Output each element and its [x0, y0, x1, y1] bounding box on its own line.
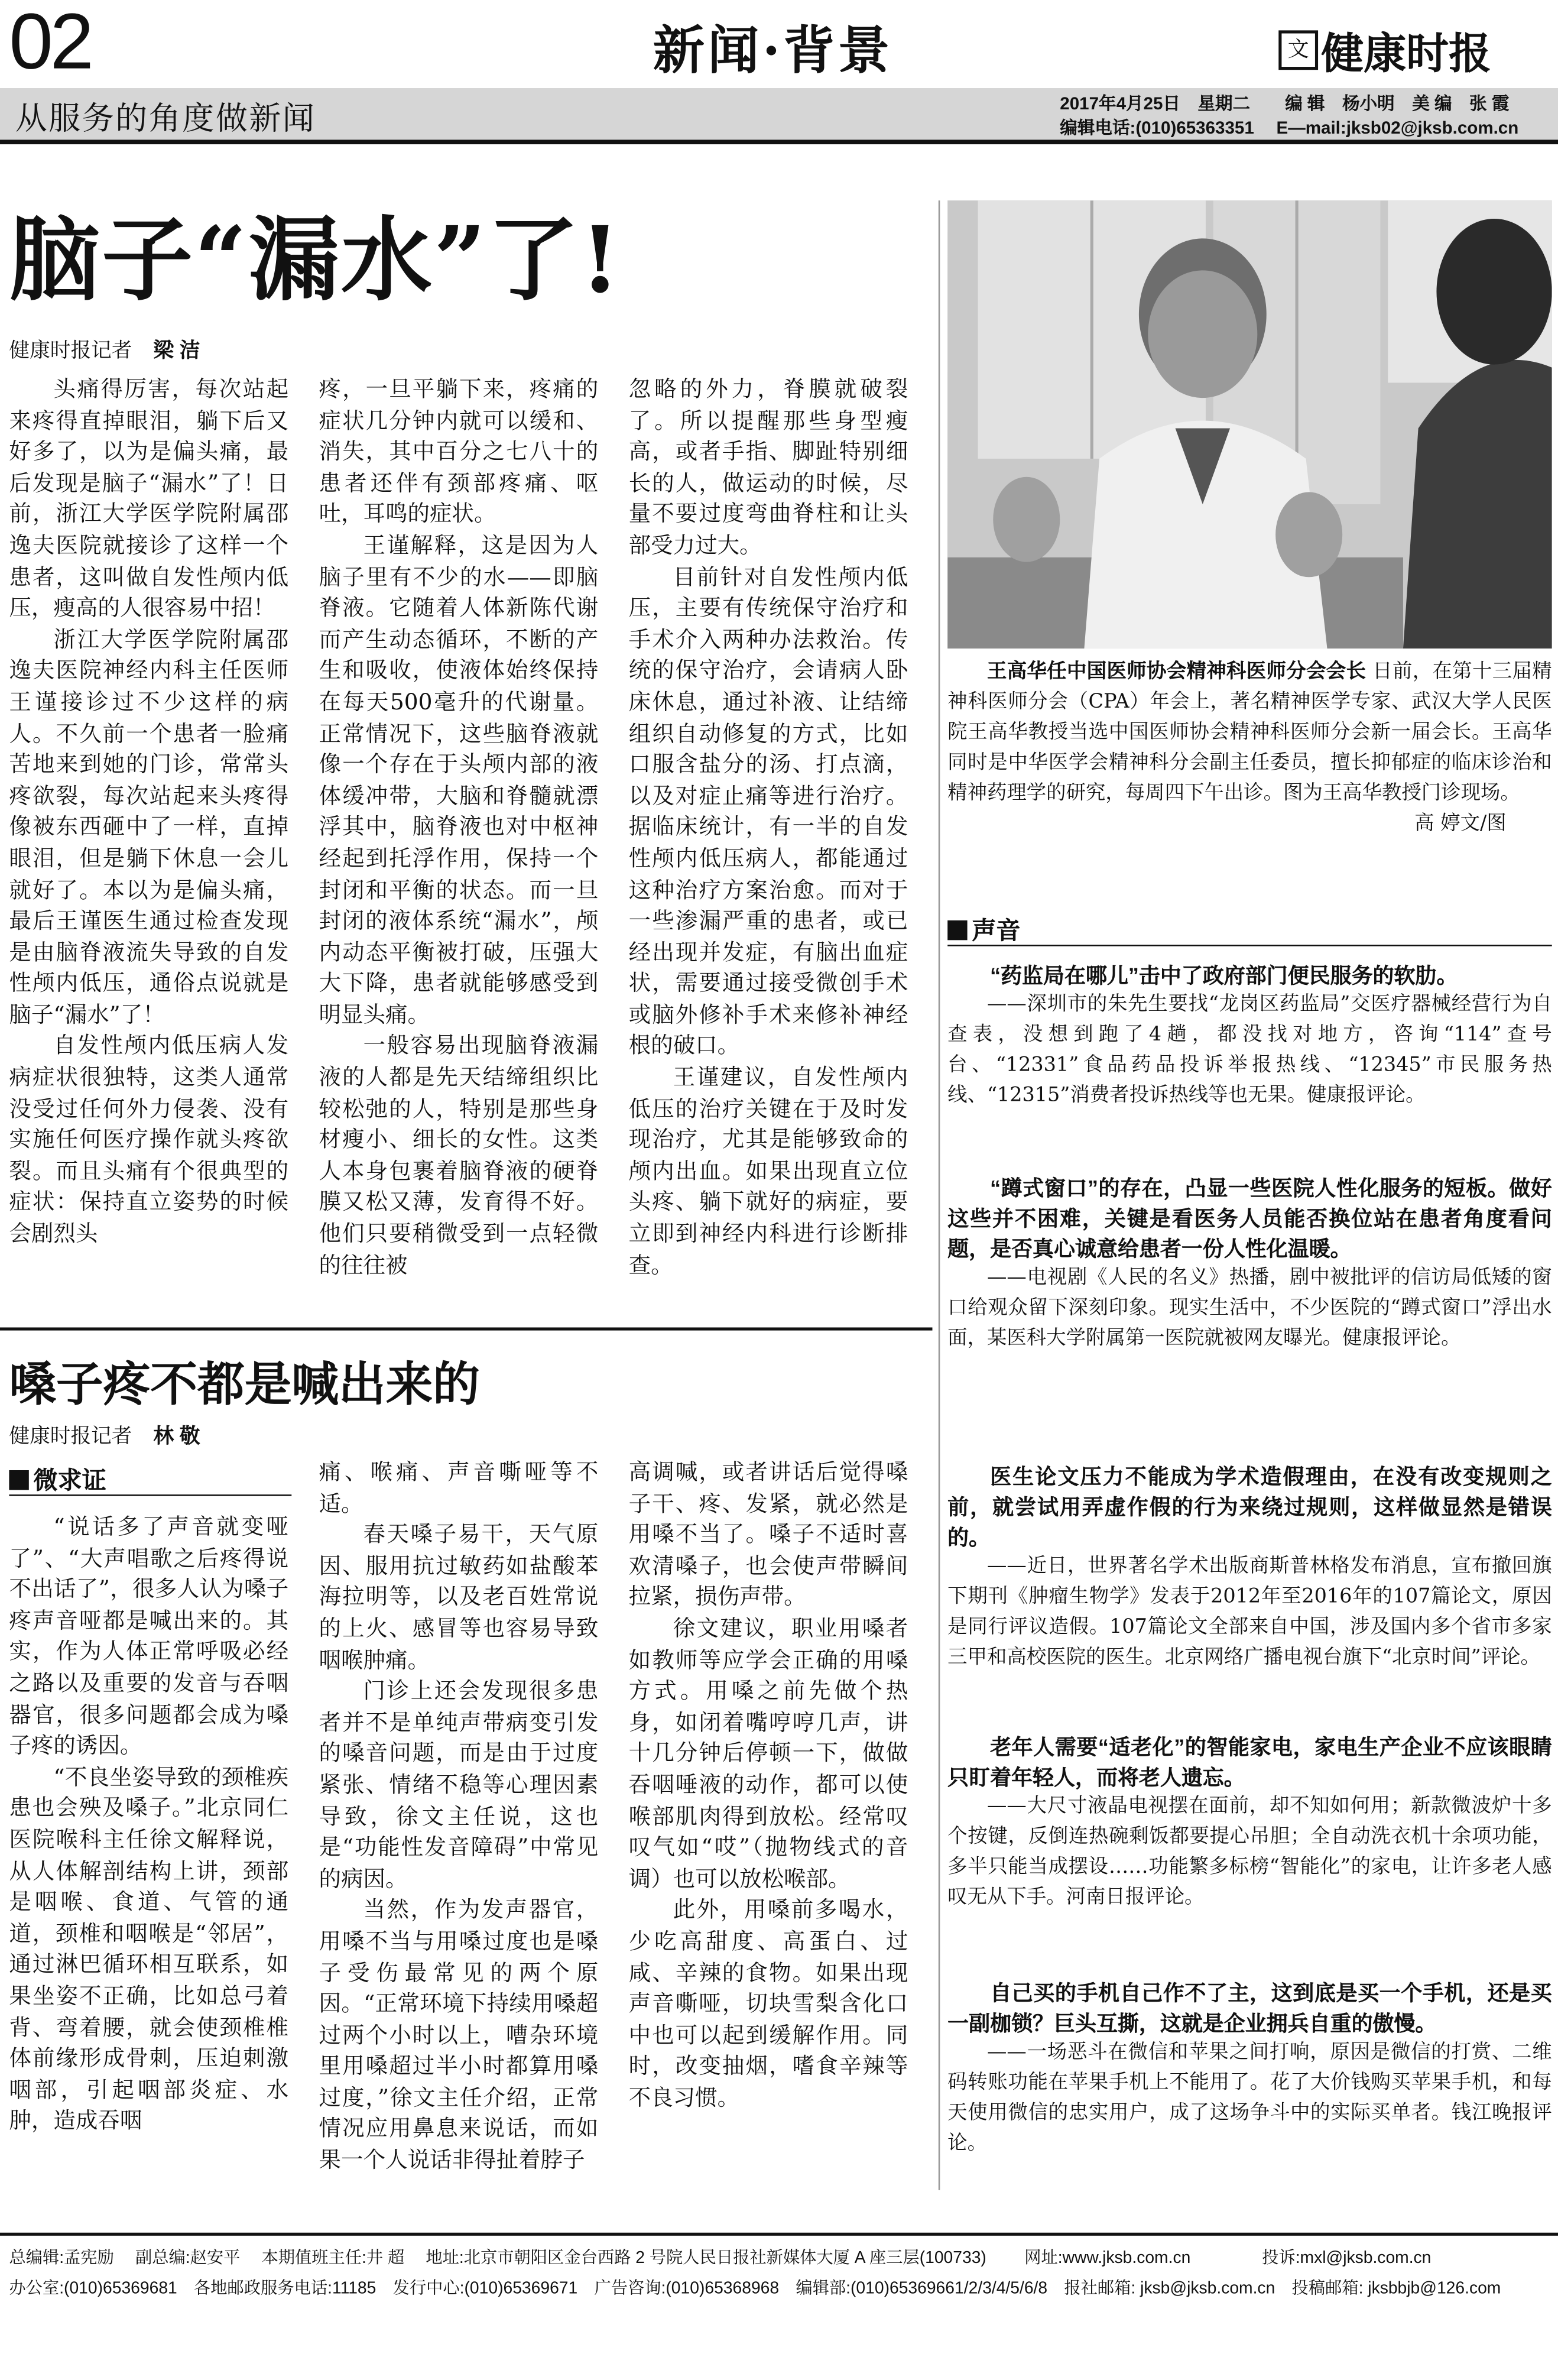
square-bullet-icon [947, 920, 967, 940]
article-title: 脑子“漏水”了! [9, 207, 622, 314]
paragraph: “说话多了声音就变哑了”、“大声唱歌之后疼得说不出话了”，很多人认为嗓子疼声音哑都是喊出来的。其实，作为人体正常呼吸必经之路以及重要的发音与吞咽器官，很多问题都会成为嗓子疼的诱因。 [9, 1514, 289, 1759]
voice-item [947, 960, 1552, 1112]
byline-name: 梁 洁 [153, 338, 200, 362]
contact-line: 编辑电话:(010)65363351 E—mail:jksb02@jksb.com.cn [1060, 119, 1519, 138]
subhead-label: 微求证 [33, 1468, 106, 1495]
caption-lead: 王高华任中国医师协会精神科医师分会会长 [986, 659, 1367, 682]
photo-caption [947, 656, 1552, 840]
voice-body: ——近日，世界著名学术出版商斯普林格发布消息，宣布撤回旗下期刊《肿瘤生物学》发表于2012年至2016年的107篇论文，原因是同行评议造假。107篇论文全部来自中国，涉及国内多个省市多家三甲和高校医院的医生。北京网络广播电视台旗下“北京时间”评论。 [947, 1555, 1552, 1669]
caption-body: 日前，在第十三届精神科医师分会（CPA）年会上，著名精神医学专家、武汉大学人民医院王高华教授当选中国医师协会精神科医师分会新一届会长。王高华同时是中华医学会精神科分会副主任委员，擅长抑郁症的临床诊治和精神药理学的研究，每周四下午出诊。图为王高华教授门诊现场。 [947, 660, 1552, 805]
article-column [319, 1458, 599, 2177]
article-column [9, 375, 288, 1251]
voice-item [947, 1172, 1552, 1354]
page-number: 02 [9, 0, 91, 87]
paragraph: 痛、喉痛、声音嘶哑等不适。 [319, 1460, 599, 1517]
paragraph: 门诊上还会发现很多患者并不是单纯声带病变引发的嗓音问题，而是由于过度紧张、情绪不稳等心理因素导致，徐文主任说，这也是“功能性发音障碍”中常见的病因。 [319, 1678, 599, 1892]
voice-body: ——深圳市的朱先生要找“龙岗区药监局”交医疗器械经营行为自查表，没想到跑了4趟，都没找对地方，咨询“114”查号台、“12331”食品药品投诉举报热线、“12345”市民服务热线、“12315”消费者投诉热线等也无果。健康报评论。 [947, 993, 1552, 1107]
article2-title: 嗓子疼不都是喊出来的 [9, 1357, 480, 1413]
voice-body: ——电视剧《人民的名义》热播，剧中被批评的信访局低矮的窗口给观众留下深刻印象。现实生活中，不少医院的“蹲式窗口”浮出水面，某医科大学附属第一医院就被网友曝光。健康报评论。 [947, 1266, 1552, 1351]
article-column [629, 1458, 908, 2115]
footer-rule [0, 2233, 1558, 2236]
voice-body: ——一场恶斗在微信和苹果之间打响，原因是微信的打赏、二维码转账功能在苹果手机上不能用了。花了大价钱购买苹果手机，和每天使用微信的忠实用户，成了这场争斗中的实际买单者。钱江晚报评论。 [947, 2041, 1552, 2155]
date-editor-line: 2017年4月25日 星期二 编 辑 杨小明 美 编 张 霞 [1060, 95, 1510, 114]
byline-name: 林 敬 [153, 1424, 200, 1448]
paragraph: 春天嗓子易干，天气原因、服用抗过敏药如盐酸苯海拉明等，以及老百姓常说的上火、感冒等也容易导致咽喉肿痛。 [319, 1522, 599, 1674]
voice-body: ——大尺寸液晶电视摆在面前，却不知如何用；新款微波炉十多个按键，反倒连热碗剩饭都要提心吊胆；全自动洗衣机十余项功能，多半只能当成摆设……功能繁多标榜“智能化”的家电，让许多老人感叹无从下手。河南日报评论。 [947, 1795, 1552, 1909]
paragraph: 王谨解释，这是因为人脑子里有不少的水——即脑脊液。它随着人体新陈代谢而产生动态循环，不断的产生和吸收，使液体始终保持在每天500毫升的代谢量。正常情况下，这些脑脊液就像一个存在于头颅内部的液体缓冲带，大脑和脊髓就漂浮其中，脑脊液也对中枢神经起到托浮作用，保持一个封闭和平衡的状态。而一旦封闭的液体系统“漏水”，颅内动态平衡被打破，压强大大下降，患者就能够感受到明显头痛。 [319, 533, 599, 1029]
paragraph: 自发性颅内低压病人发病症状很独特，这类人通常没受过任何外力侵袭、没有实施任何医疗操作就头疼欲裂。而且头痛有个很典型的症状：保持直立姿势的时候会剧烈头 [9, 1033, 289, 1247]
article-column [9, 1513, 288, 2138]
section-title: 新闻·背景 [653, 21, 893, 82]
voice-headline: 老年人需要“适老化”的智能家电，家电生产企业不应该眼睛只盯着年轻人，而将老人遗忘。 [947, 1734, 1552, 1789]
paragraph: 徐文建议，职业用嗓者如教师等应学会正确的用嗓方式。用嗓之前先做个热身，如闭着嘴哼哼几声，讲十几分钟后停顿一下，做做吞咽唾液的动作，都可以使喉部肌肉得到放松。经常叹叹气如“哎”（抛物线式的音调）也可以放松喉部。 [628, 1616, 908, 1892]
paragraph: 王谨建议，自发性颅内低压的治疗关键在于及时发现治疗，尤其是能够致命的颅内出血。如果出现直立位头疼、躺下就好的病症，要立即到神经内科进行诊断排查。 [628, 1065, 908, 1279]
voice-item [947, 1977, 1552, 2159]
voices-rule [947, 945, 1552, 946]
paragraph: 此外，用嗓前多喝水，少吃高甜度、高蛋白、过咸、辛辣的食物。如果出现声音嘶哑，切块雪梨含化口中也可以起到缓解作用。同时，改变抽烟，嗜食辛辣等不良习惯。 [628, 1897, 908, 2111]
masthead-logo: 健康时报 [1321, 28, 1491, 79]
slogan: 从服务的角度做新闻 [15, 102, 316, 137]
paragraph: 高调喊，或者讲话后觉得嗓子干、疼、发紧，就必然是用嗓不当了。嗓子不适时喜欢清嗓子，也会使声带瞬间拉紧，损伤声带。 [628, 1460, 908, 1611]
article2-byline [9, 1419, 200, 1449]
paragraph: 当然，作为发声器官，用嗓不当与用嗓过度也是嗓子受伤最常见的两个原因。“正常环境下持续用嗓超过两个小时以上，嘈杂环境里用嗓超过半小时都算用嗓过度，”徐文主任介绍，正常情况应用鼻息来说话，而如果一个人说话非得扯着脖子 [319, 1897, 599, 2174]
paragraph: 头痛得厉害，每次站起来疼得直掉眼泪，躺下后又好多了，以为是偏头痛，最后发现是脑子“漏水”了！日前，浙江大学医学院附属邵逸夫医院就接诊了这样一个患者，这叫做自发性颅内低压，瘦高的人很容易中招！ [9, 377, 289, 622]
doctor-photo [947, 200, 1552, 648]
voice-headline: 医生论文压力不能成为学术造假理由，在没有改变规则之前，就尝试用弄虚作假的行为来绕过规则，这样做显然是错误的。 [947, 1464, 1552, 1549]
footer-line: 办公室:(010)65369681 各地邮政服务电话:11185 发行中心:(010)65369671 广告咨询:(010)65368968 编辑部:(010)65369661/2/3/4/5/6/8 报社邮箱: jksb@jksb.com.cn 投稿邮箱: jksbbjb@126.com [9, 2280, 1501, 2298]
voice-headline: “药监局在哪儿”击中了政府部门便民服务的软肋。 [990, 962, 1458, 987]
square-bullet-icon [9, 1470, 28, 1490]
header-rule [0, 140, 1558, 144]
photo-credit: 高 婷文/图 [1414, 812, 1507, 836]
article-column [629, 375, 908, 1282]
logo-mark: 文 [1278, 30, 1318, 70]
paragraph: 目前针对自发性颅内低压，主要有传统保守治疗和手术介入两种办法救治。传统的保守治疗，会请病人卧床休息，通过补液、让结缔组织自动修复的方式，比如口服含盐分的汤、打点滴，以及对症止痛等进行治疗。据临床统计，有一半的自发性颅内低压病人，都能通过这种治疗方案治愈。而对于一些渗漏严重的患者，或已经出现并发症，有脑出血症状，需要通过接受微创手术或脑外修补手术来修补神经根的破口。 [628, 564, 908, 1059]
voice-item [947, 1732, 1552, 1914]
article-column [319, 375, 599, 1282]
subhead-rule [9, 1494, 291, 1496]
voice-headline: 自己买的手机自己作不了主，这到底是买一个手机，还是买一副枷锁？巨头互撕，这就是企业拥兵自重的傲慢。 [947, 1980, 1552, 2035]
photo-illustration [947, 200, 1552, 648]
section-divider [0, 1327, 932, 1330]
voices-header [947, 912, 1020, 946]
paragraph: 浙江大学医学院附属邵逸夫医院神经内科主任医师王谨接诊过不少这样的病人。不久前一个患者一脸痛苦地来到她的门诊，常常头疼欲裂，每次站起来头疼得像被东西砸中了一样，直掉眼泪，但是躺下休息一会儿就好了。本以为是偏头痛，最后王谨医生通过检查发现是由脑脊液流失导致的自发性颅内低压，通俗点说就是脑子“漏水”了！ [9, 627, 289, 1029]
voice-item [947, 1461, 1552, 1674]
byline-label: 健康时报记者 [9, 338, 132, 362]
subhead [9, 1461, 106, 1496]
footer-line: 总编辑:孟宪励 副总编:赵安平 本期值班主任:井 超 地址:北京市朝阳区金台西路 2 号院人民日报社新媒体大厦 A 座三层(100733) 网址:www.jksb.com.cn 投诉:mxl@jksb.com.cn [9, 2249, 1432, 2268]
paragraph: “不良坐姿导致的颈椎疾患也会殃及嗓子。”北京同仁医院喉科主任徐文解释说，从人体解剖结构上讲，颈部是咽喉、食道、气管的通道，颈椎和咽喉是“邻居”，通过淋巴循环相互联系，如果坐姿不正确，比如总弓着背、弯着腰，就会使颈椎椎体前缘形成骨刺，压迫刺激咽部，引起咽部炎症、水肿，造成吞咽 [9, 1764, 289, 2135]
column-rule [939, 200, 940, 2190]
voice-headline: “蹲式窗口”的存在，凸显一些医院人性化服务的短板。做好这些并不困难，关键是看医务人员能否换位站在患者角度看问题，是否真心诚意给患者一份人性化温暖。 [947, 1175, 1552, 1261]
paragraph: 一般容易出现脑脊液漏液的人都是先天结缔组织比较松弛的人，特别是那些身材瘦小、细长的女性。这类人本身包裹着脑脊液的硬脊膜又松又薄，发育得不好。他们只要稍微受到一点轻微的往往被 [319, 1033, 599, 1279]
paragraph: 忽略的外力，脊膜就破裂了。所以提醒那些身型瘦高，或者手指、脚趾特别细长的人，做运动的时候，尽量不要过度弯曲脊柱和让头部受力过大。 [628, 377, 908, 559]
article-byline [9, 333, 200, 363]
voices-header-label: 声音 [972, 919, 1021, 945]
paragraph: 疼，一旦平躺下来，疼痛的症状几分钟内就可以缓和、消失，其中百分之七八十的患者还伴有颈部疼痛、呕吐，耳鸣的症状。 [319, 377, 599, 528]
byline-label: 健康时报记者 [9, 1424, 132, 1448]
